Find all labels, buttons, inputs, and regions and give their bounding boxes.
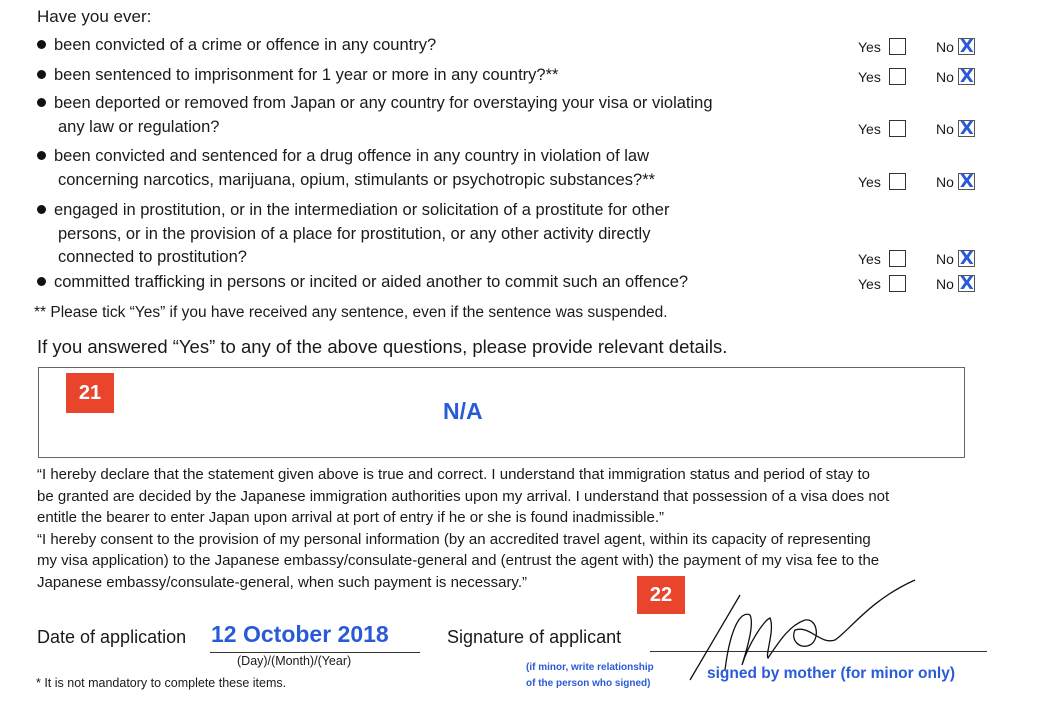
yes-checkbox[interactable] [889,275,906,292]
question-text [37,201,669,220]
question-text [37,66,558,85]
question-text [37,147,649,166]
yes-option [858,68,906,85]
questions-header: Have you ever: [37,7,152,26]
bullet-icon [37,205,46,214]
question-text [58,171,655,190]
badge-21: 21 [66,373,114,413]
badge-22: 22 [637,576,685,614]
details-box[interactable] [38,367,965,458]
no-checkbox[interactable] [958,68,975,85]
yes-label: Yes [858,68,881,85]
details-value: N/A [443,398,483,424]
no-option [936,173,975,190]
no-checkbox[interactable] [958,120,975,137]
yes-label: Yes [858,250,881,267]
declaration-line: be granted are decided by the Japanese immigration authorities upon my arrival. I understand that possession of a visa does not [37,487,890,505]
yes-label: Yes [858,173,881,190]
yes-checkbox[interactable] [889,173,906,190]
bullet-icon [37,98,46,107]
question-text [37,36,436,55]
declaration-line: “I hereby declare that the statement given above is true and correct. I understand that immigration status and period of stay to [37,466,870,483]
no-option [936,38,975,55]
no-option [936,68,975,85]
no-label: No [936,68,954,85]
question-text [37,273,688,292]
no-checkbox[interactable] [958,38,975,55]
no-checkbox[interactable] [958,173,975,190]
question-text [58,248,247,267]
bullet-icon [37,40,46,49]
yes-option [858,38,906,55]
date-format: (Day)/(Month)/(Year) [237,654,352,668]
signed-by-note: signed by mother (for minor only) [707,665,956,682]
signature-label: Signature of applicant [447,627,622,647]
declaration-line: my visa application) to the Japanese embassy/consulate-general and (entrust the agent with) the payment of my visa fee to the [37,552,880,569]
date-value[interactable]: 12 October 2018 [211,621,389,647]
yes-option [858,250,906,267]
yes-option [858,120,906,137]
yes-checkbox[interactable] [889,38,906,55]
date-underline [210,652,420,653]
no-option [936,275,975,292]
yes-label: Yes [858,120,881,137]
no-label: No [936,275,954,292]
question-line: been convicted and sentenced for a drug offence in any country in violation of law [54,147,649,165]
footnote: ** Please tick “Yes” if you have received any sentence, even if the sentence was suspended. [34,304,668,321]
no-option [936,250,975,267]
minor-note [526,660,654,692]
yes-option [858,173,906,190]
yes-checkbox[interactable] [889,250,906,267]
yes-checkbox[interactable] [889,120,906,137]
question-line: committed trafficking in persons or incited or aided another to commit such an offence? [54,273,689,291]
date-label: Date of application [37,627,187,647]
question-line: any law or regulation? [58,118,220,136]
bullet-icon [37,151,46,160]
question-line: been convicted of a crime or offence in any country? [54,36,437,54]
no-label: No [936,120,954,137]
bullet-icon [37,277,46,286]
question-line: persons, or in the provision of a place for prostitution, or any other activity directly [58,225,651,243]
no-checkbox[interactable] [958,275,975,292]
details-prompt: If you answered “Yes” to any of the above questions, please provide relevant details. [37,336,728,357]
question-line: engaged in prostitution, or in the intermediation or solicitation of a prostitute for other [54,201,670,219]
bullet-icon [37,70,46,79]
declaration-line: Japanese embassy/consulate-general, when such payment is necessary.” [37,573,527,591]
question-line: concerning narcotics, marijuana, opium, stimulants or psychotropic substances?** [58,171,656,189]
declaration-line: “I hereby consent to the provision of my personal information (by an accredited travel agent, within its capacity of representing [37,530,871,548]
yes-label: Yes [858,275,881,292]
declaration-line: entitle the bearer to enter Japan upon arrival at port of entry if he or she is found inadmissible.” [37,509,665,526]
no-checkbox[interactable] [958,250,975,267]
yes-checkbox[interactable] [889,68,906,85]
no-label: No [936,173,954,190]
no-option [936,120,975,137]
no-label: No [936,38,954,55]
not-mandatory-note: * It is not mandatory to complete these items. [36,676,287,690]
question-line: connected to prostitution? [58,248,247,266]
yes-option [858,275,906,292]
question-line: been sentenced to imprisonment for 1 year or more in any country?** [54,66,559,84]
no-label: No [936,250,954,267]
question-text [58,118,219,137]
minor-note-line: of the person who signed) [526,678,651,689]
question-text [37,94,713,113]
yes-label: Yes [858,38,881,55]
question-text [58,225,650,244]
minor-note-line: (if minor, write relationship [526,662,654,673]
question-line: been deported or removed from Japan or any country for overstaying your visa or violating [54,94,713,112]
